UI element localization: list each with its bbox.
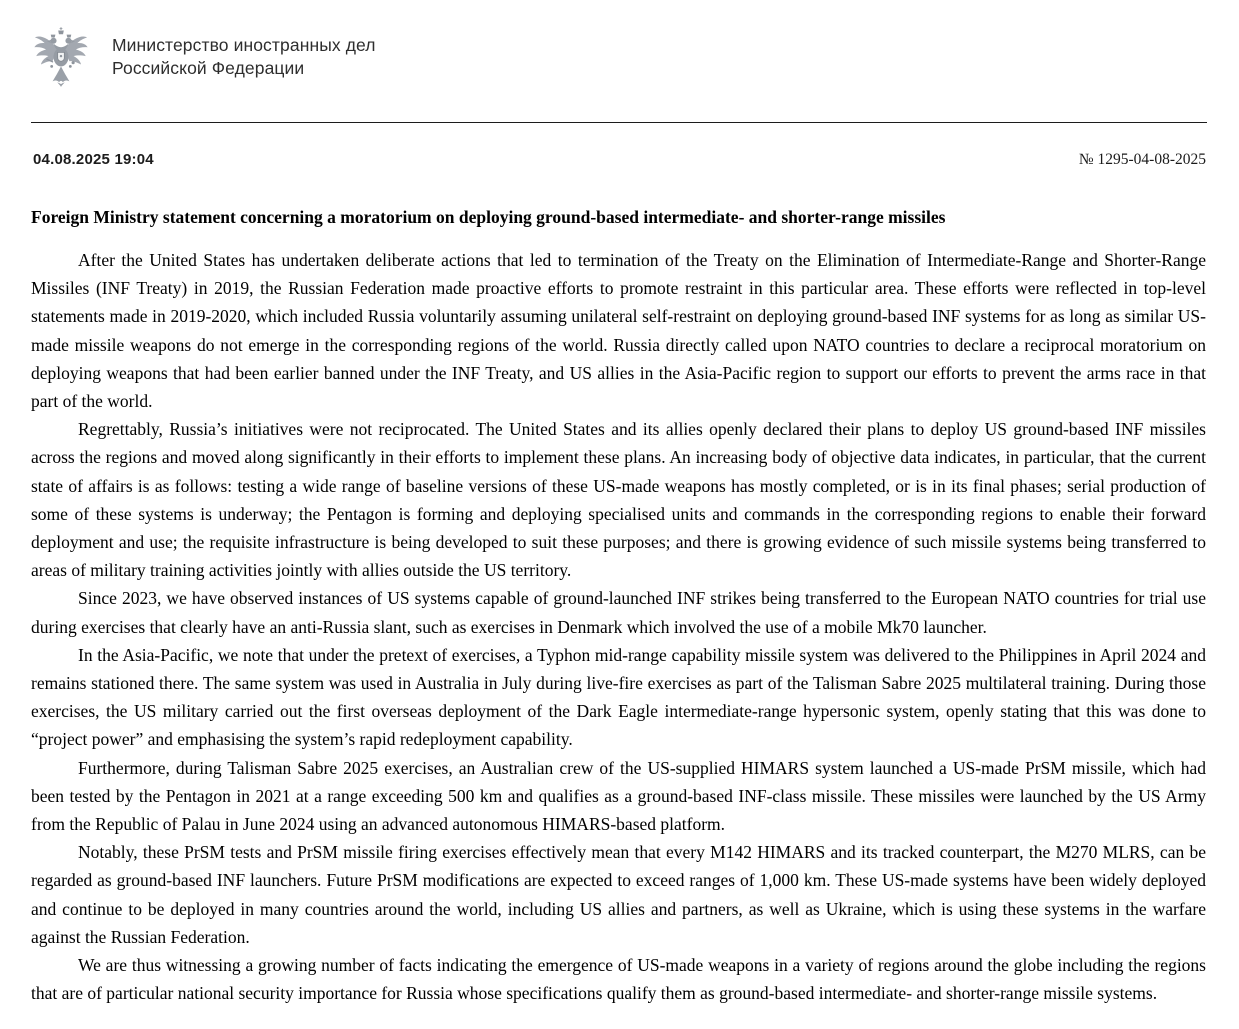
header-divider bbox=[31, 122, 1207, 123]
paragraph-3: Since 2023, we have observed instances of US systems capable of ground-launched INF strikes being transferred to the European NATO countries for trial use during exercises that clearly have an anti-Russia slant, such as exercises in Denmark which involved the use of a mobile Mk70 launcher. bbox=[31, 588, 1206, 637]
ministry-header bbox=[33, 25, 376, 91]
publish-datetime: 04.08.2025 19:04 bbox=[33, 151, 154, 168]
ministry-name-line2: Российской Федерации bbox=[112, 58, 305, 78]
meta-row bbox=[33, 151, 1206, 169]
ministry-name-line1: Министерство иностранных дел bbox=[112, 35, 376, 55]
statement-body bbox=[31, 204, 1206, 1007]
ministry-name bbox=[112, 25, 376, 80]
paragraph-5: Furthermore, during Talisman Sabre 2025 exercises, an Australian crew of the US-supplied HIMARS system launched a US-made PrSM missile, which had been tested by the Pentagon in 2021 at a range exceeding 500 km and qualifies as a ground-based INF-class missile. These missiles were launched by the US Army from the Republic of Palau in June 2024 using an advanced autonomous HIMARS-based platform. bbox=[31, 757, 1206, 835]
statement-title: Foreign Ministry statement concerning a moratorium on deploying ground-based intermediate- and shorter-range missiles bbox=[31, 207, 946, 227]
paragraph-4: In the Asia-Pacific, we note that under the pretext of exercises, a Typhon mid-range capability missile system was delivered to the Philippines in April 2024 and remains stationed there. The same system was used in Australia in July during live-fire exercises as part of the Talisman Sabre 2025 multilateral training. During those exercises, the US military carried out the first overseas deployment of the Dark Eagle intermediate-range hypersonic system, openly stating that this was done to “project power” and emphasising the system’s rapid redeployment capability. bbox=[31, 644, 1206, 750]
paragraph-7: We are thus witnessing a growing number of facts indicating the emergence of US-made weapons in a variety of regions around the globe including the regions that are of particular national security importance for Russia whose specifications qualify them as ground-based intermediate- and shorter-range missile systems. bbox=[31, 955, 1206, 1004]
paragraph-6: Notably, these PrSM tests and PrSM missile firing exercises effectively mean that every M142 HIMARS and its tracked counterpart, the M270 MLRS, can be regarded as ground-based INF launchers. Future PrSM modifications are expected to exceed ranges of 1,000 km. These US-made systems have been widely deployed and continue to be deployed in many countries around the world, including US allies and partners, as well as Ukraine, which is using these systems in the warfare against the Russian Federation. bbox=[31, 842, 1206, 947]
document-number: № 1295-04-08-2025 bbox=[1078, 151, 1206, 168]
paragraph-1: After the United States has undertaken deliberate actions that led to termination of the Treaty on the Elimination of Intermediate-Range and Shorter-Range Missiles (INF Treaty) in 2019, the Russian Federation made proactive efforts to promote restraint in this particular area. These efforts were reflected in top-level statements made in 2019-2020, which included Russia voluntarily assuming unilateral self-restraint on deploying ground-based INF systems for as long as similar US-made missile weapons do not emerge in the corresponding regions of the world. Russia directly called upon NATO countries to declare a reciprocal moratorium on deploying weapons that had been earlier banned under the INF Treaty, and US allies in the Asia-Pacific region to support our efforts to prevent the arms race in that part of the world. bbox=[31, 250, 1206, 412]
paragraph-2: Regrettably, Russia’s initiatives were not reciprocated. The United States and its allies openly declared their plans to deploy US ground-based INF missiles across the regions and moved along significantly in their efforts to implement these plans. An increasing body of objective data indicates, in particular, that the current state of affairs is as follows: testing a wide range of baseline versions of these US-made weapons has mostly completed, or is in its final phases; serial production of some of these systems is underway; the Pentagon is forming and deploying specialised units and commands in the corresponding regions to enable their forward deployment and use; the requisite infrastructure is being developed to suit these purposes; and there is growing evidence of such missile systems being transferred to areas of military training activities jointly with allies outside the US territory. bbox=[31, 419, 1206, 581]
russia-coat-of-arms-icon bbox=[33, 25, 89, 91]
